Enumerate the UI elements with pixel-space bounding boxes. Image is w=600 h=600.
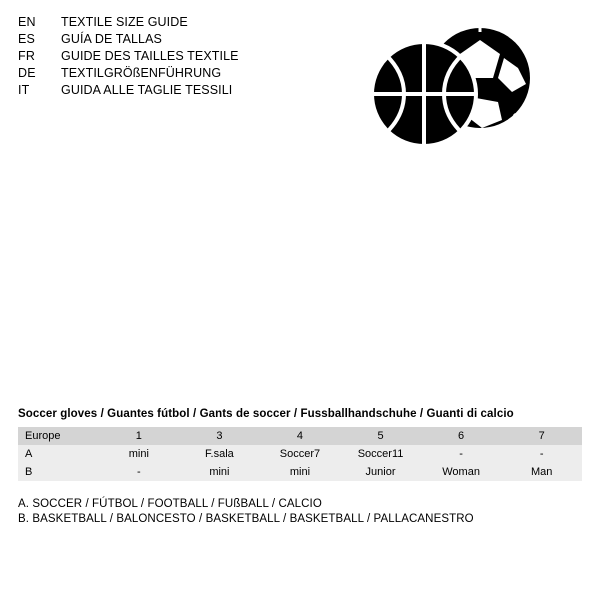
language-row-fr xyxy=(18,48,318,65)
legend xyxy=(18,497,582,527)
language-row-it xyxy=(18,82,318,99)
row-label-a: A xyxy=(25,448,33,460)
language-text-fr: GUIDE DES TAILLES TEXTILE xyxy=(61,49,239,63)
size-table-title: Soccer gloves / Guantes fútbol / Gants de soccer / Fussballhandschuhe / Guanti di calcio xyxy=(18,408,514,420)
language-code-en: EN xyxy=(18,15,36,29)
table-row xyxy=(18,463,582,481)
language-row-de xyxy=(18,65,318,82)
table-row xyxy=(18,445,582,463)
table-header-cell-4: 4 xyxy=(296,430,304,442)
row-a-value-1: mini xyxy=(128,448,149,460)
table-header-cell-3: 3 xyxy=(216,430,223,442)
row-a-value-5: - xyxy=(459,448,463,460)
size-guide-section xyxy=(18,408,582,527)
language-code-it: IT xyxy=(18,83,30,97)
row-a-value-4: Soccer11 xyxy=(357,448,404,460)
row-b-value-4: Junior xyxy=(365,466,396,478)
table-header-cell-7: 7 xyxy=(538,430,545,442)
size-table xyxy=(18,427,582,481)
table-header-cell-europe: Europe xyxy=(25,430,61,442)
table-header-cell-1: 1 xyxy=(135,430,142,442)
basketball-icon xyxy=(372,42,476,146)
row-label-b: B xyxy=(25,466,33,478)
row-a-value-6: - xyxy=(539,448,544,460)
legend-line-a: A. SOCCER / FÚTBOL / FOOTBALL / FUßBALL / CALCIO xyxy=(18,498,322,510)
language-code-fr: FR xyxy=(18,49,36,63)
ball-illustration xyxy=(352,22,552,172)
language-text-en: TEXTILE SIZE GUIDE xyxy=(61,15,188,29)
language-code-es: ES xyxy=(18,32,36,46)
language-text-it: GUIDA ALLE TAGLIE TESSILI xyxy=(61,83,233,97)
language-row-en xyxy=(18,14,318,31)
table-header-cell-5: 5 xyxy=(377,430,384,442)
language-text-de: TEXTILGRÖßENFÜHRUNG xyxy=(61,66,222,80)
language-text-es: GUÍA DE TALLAS xyxy=(61,32,162,46)
row-b-value-3: mini xyxy=(289,466,311,478)
row-b-value-2: mini xyxy=(209,466,230,478)
table-header-cell-6: 6 xyxy=(458,430,465,442)
table-header-row xyxy=(18,427,582,445)
row-b-value-1: - xyxy=(137,466,141,478)
row-b-value-6: Man xyxy=(530,466,553,478)
legend-line-b: B. BASKETBALL / BALONCESTO / BASKETBALL / BASKETBALL / PALLACANESTRO xyxy=(18,513,474,525)
language-code-de: DE xyxy=(18,66,36,80)
language-header-list xyxy=(18,14,318,99)
row-b-value-5: Woman xyxy=(442,466,480,478)
row-a-value-2: F.sala xyxy=(205,448,234,460)
language-row-es xyxy=(18,31,318,48)
row-a-value-3: Soccer7 xyxy=(279,448,321,460)
